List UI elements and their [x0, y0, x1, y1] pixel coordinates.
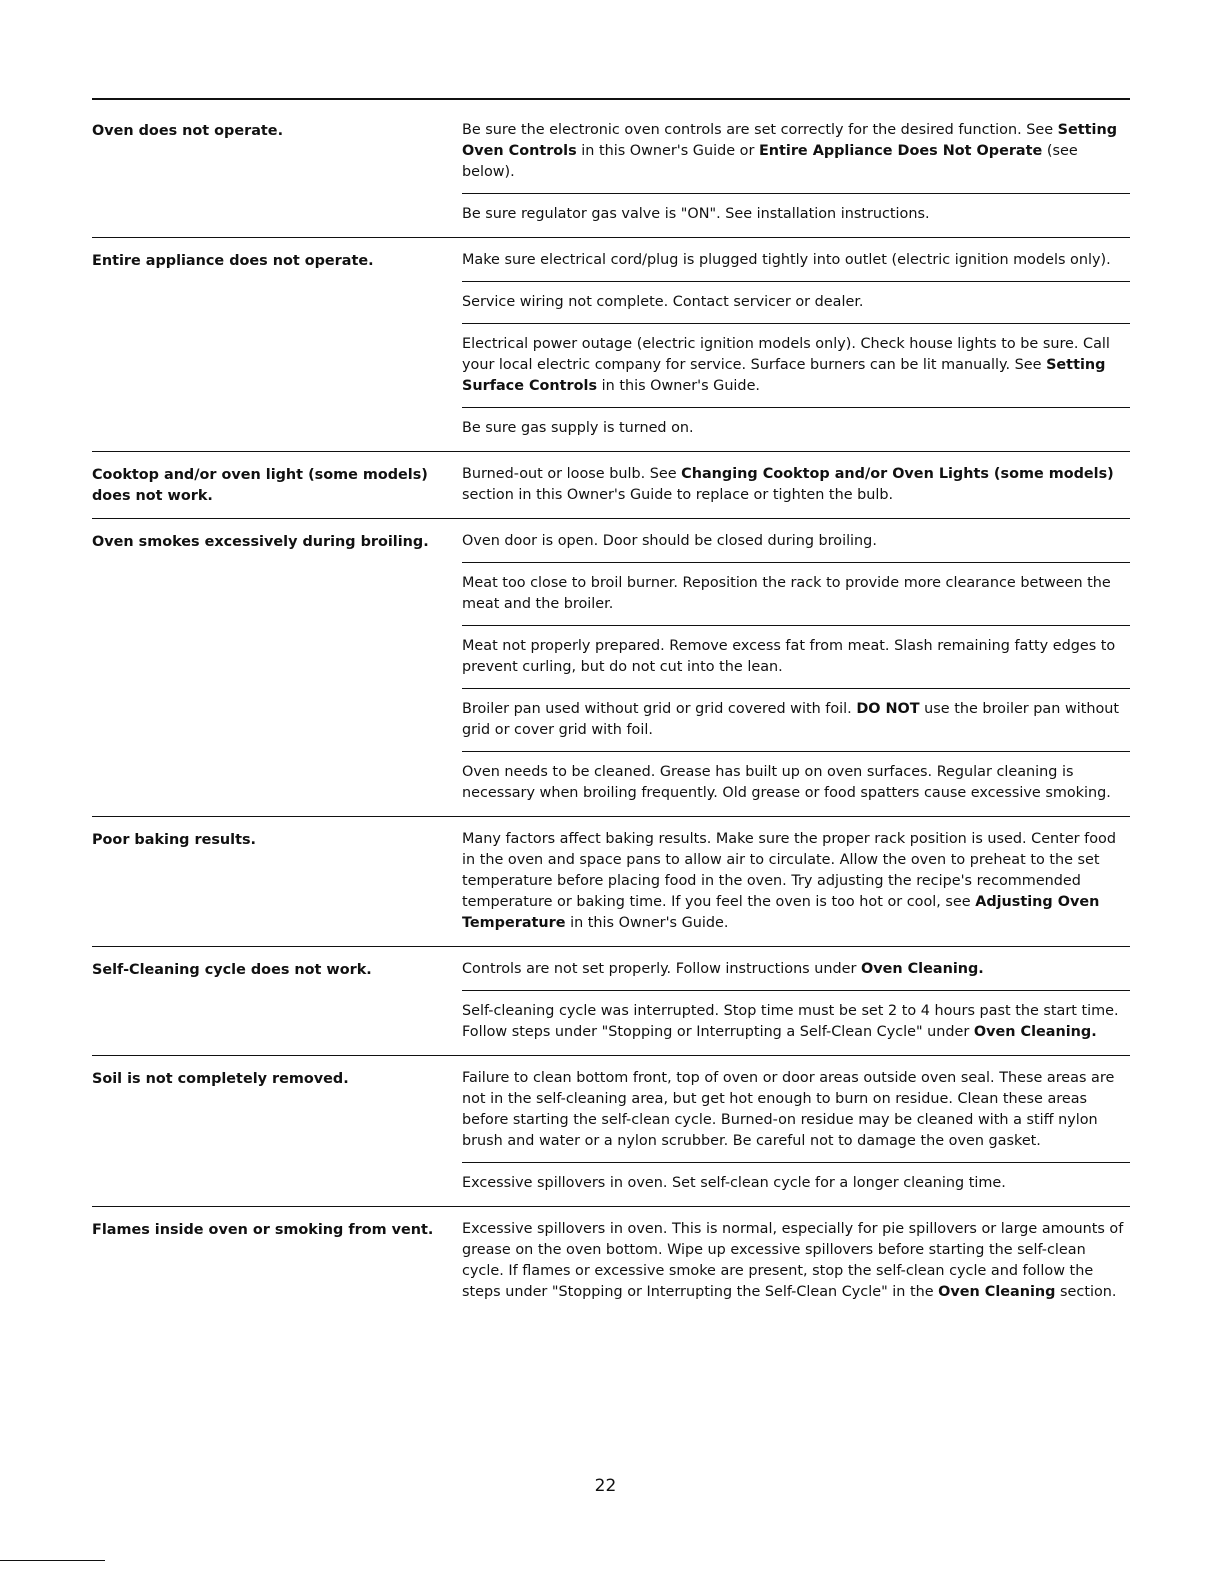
problem-row [92, 1068, 1130, 1207]
solution-item [462, 250, 1130, 282]
solution-text: Be sure the electronic oven controls are set correctly for the desired function. See [462, 122, 1058, 138]
solution-list [462, 120, 1130, 231]
solution-text: Burned-out or loose bulb. See [462, 466, 682, 482]
problem-row [92, 464, 1130, 519]
solution-item [462, 204, 1130, 231]
solution-item [462, 636, 1130, 689]
solution-list [462, 959, 1130, 1049]
solution-emphasis: Adjusting Oven Temperature [462, 894, 1100, 931]
solution-text: Electrical power outage (electric ignition models only). Check house lights to be sure. Call your local electric company for service. Surface burners can be lit manually. See [462, 336, 1110, 373]
problem-title: Cooktop and/or oven light (some models) does not work. [92, 467, 428, 504]
solution-item [462, 1173, 1130, 1200]
solution-text: in this Owner's Guide. [565, 915, 729, 931]
solution-emphasis: DO NOT [856, 701, 920, 717]
solution-item [462, 531, 1130, 563]
solution-text: Broiler pan used without grid or grid covered with foil. [462, 701, 857, 717]
problem-list [92, 120, 1130, 1315]
solution-text: Meat too close to broil burner. Reposition the rack to provide more clearance between the meat and the broiler. [462, 575, 1111, 612]
solution-item [462, 1219, 1130, 1309]
problem-title: Poor baking results. [92, 832, 257, 848]
problem-row [92, 120, 1130, 238]
solution-text: Excessive spillovers in oven. Set self-clean cycle for a longer cleaning time. [462, 1175, 1006, 1191]
solution-text: section. [1055, 1284, 1117, 1300]
solution-text: use the broiler pan without grid or cover grid with foil. [462, 701, 1120, 738]
problem-row [92, 959, 1130, 1056]
page-number: 22 [594, 1476, 617, 1496]
solution-emphasis: Setting Surface Controls [462, 357, 1106, 394]
solution-text: (see below). [462, 143, 1078, 180]
problem-row [92, 1219, 1130, 1315]
solution-text: Service wiring not complete. Contact servicer or dealer. [462, 294, 864, 310]
solution-text: Failure to clean bottom front, top of oven or door areas outside oven seal. These areas are not in the self-cleaning area, but get hot enough to burn on residue. Clean these areas before starting the self-clean cycle. Burned-on residue may be cleaned with a stiff nylon brush and water or a nylon scrubber. Be careful not to damage the oven gasket. [462, 1070, 1115, 1149]
solution-item [462, 699, 1130, 752]
problem-title: Entire appliance does not operate. [92, 253, 374, 269]
solution-list [462, 829, 1130, 940]
solution-item [462, 1001, 1130, 1049]
solution-text: Oven needs to be cleaned. Grease has built up on oven surfaces. Regular cleaning is necessary when broiling frequently. Old grease or food spatters cause excessive smoking. [462, 764, 1111, 801]
top-rule [92, 98, 1130, 100]
solution-item [462, 829, 1130, 940]
solution-text: section in this Owner's Guide to replace or tighten the bulb. [462, 487, 894, 503]
solution-emphasis: Setting Oven Controls [462, 122, 1118, 159]
solution-item [462, 464, 1130, 512]
solution-emphasis: Oven Cleaning. [860, 961, 984, 977]
solution-item [462, 762, 1130, 810]
problem-title: Soil is not completely removed. [92, 1071, 349, 1087]
solution-item [462, 334, 1130, 408]
solution-list [462, 531, 1130, 810]
solution-text: Self-cleaning cycle was interrupted. Stop time must be set 2 to 4 hours past the start time. Follow steps under "Stopping or Interrupting a Self-Clean Cycle" under [462, 1003, 1119, 1040]
solution-text: Be sure gas supply is turned on. [462, 420, 694, 436]
solution-item [462, 959, 1130, 991]
solution-emphasis: Oven Cleaning. [973, 1024, 1097, 1040]
problem-row [92, 829, 1130, 947]
solution-text: Meat not properly prepared. Remove excess fat from meat. Slash remaining fatty edges to prevent curling, but do not cut into the lean. [462, 638, 1116, 675]
solution-emphasis: Entire Appliance Does Not Operate [758, 143, 1043, 159]
problem-title: Oven smokes excessively during broiling. [92, 534, 429, 550]
solution-text: in this Owner's Guide or [576, 143, 759, 159]
solution-text: Oven door is open. Door should be closed during broiling. [462, 533, 877, 549]
troubleshooting-table [92, 98, 1130, 1327]
solution-list [462, 464, 1130, 512]
problem-title: Flames inside oven or smoking from vent. [92, 1222, 434, 1238]
solution-text: Be sure regulator gas valve is "ON". See installation instructions. [462, 206, 930, 222]
problem-title: Oven does not operate. [92, 123, 284, 139]
solution-list [462, 1219, 1130, 1309]
footer-rule [0, 1560, 105, 1561]
solution-emphasis: Oven Cleaning [938, 1284, 1056, 1300]
solution-item [462, 573, 1130, 626]
solution-text: Controls are not set properly. Follow instructions under [462, 961, 861, 977]
solution-list [462, 1068, 1130, 1200]
solution-text: Excessive spillovers in oven. This is normal, especially for pie spillovers or large amounts of grease on the oven bottom. Wipe up excessive spillovers before starting the self-clean cycle. If flames or excessive smoke are present, stop the self-clean cycle and follow the steps under "Stopping or Interrupting the Self-Clean Cycle" in the [462, 1221, 1124, 1300]
solution-text: Many factors affect baking results. Make sure the proper rack position is used. Center food in the oven and space pans to allow air to circulate. Allow the oven to preheat to the set temperature before placing food in the oven. Try adjusting the recipe's recommended temperature or baking time. If you feel the oven is too hot or cool, see [462, 831, 1116, 910]
solution-item [462, 292, 1130, 324]
problem-title: Self-Cleaning cycle does not work. [92, 962, 372, 978]
problem-row [92, 531, 1130, 817]
solution-text: Make sure electrical cord/plug is plugged tightly into outlet (electric ignition models only). [462, 252, 1111, 268]
solution-item [462, 418, 1130, 445]
solution-emphasis: Changing Cooktop and/or Oven Lights (some models) [681, 466, 1114, 482]
solution-list [462, 250, 1130, 445]
solution-item [462, 120, 1130, 194]
solution-item [462, 1068, 1130, 1163]
solution-text: in this Owner's Guide. [597, 378, 760, 394]
problem-row [92, 250, 1130, 452]
